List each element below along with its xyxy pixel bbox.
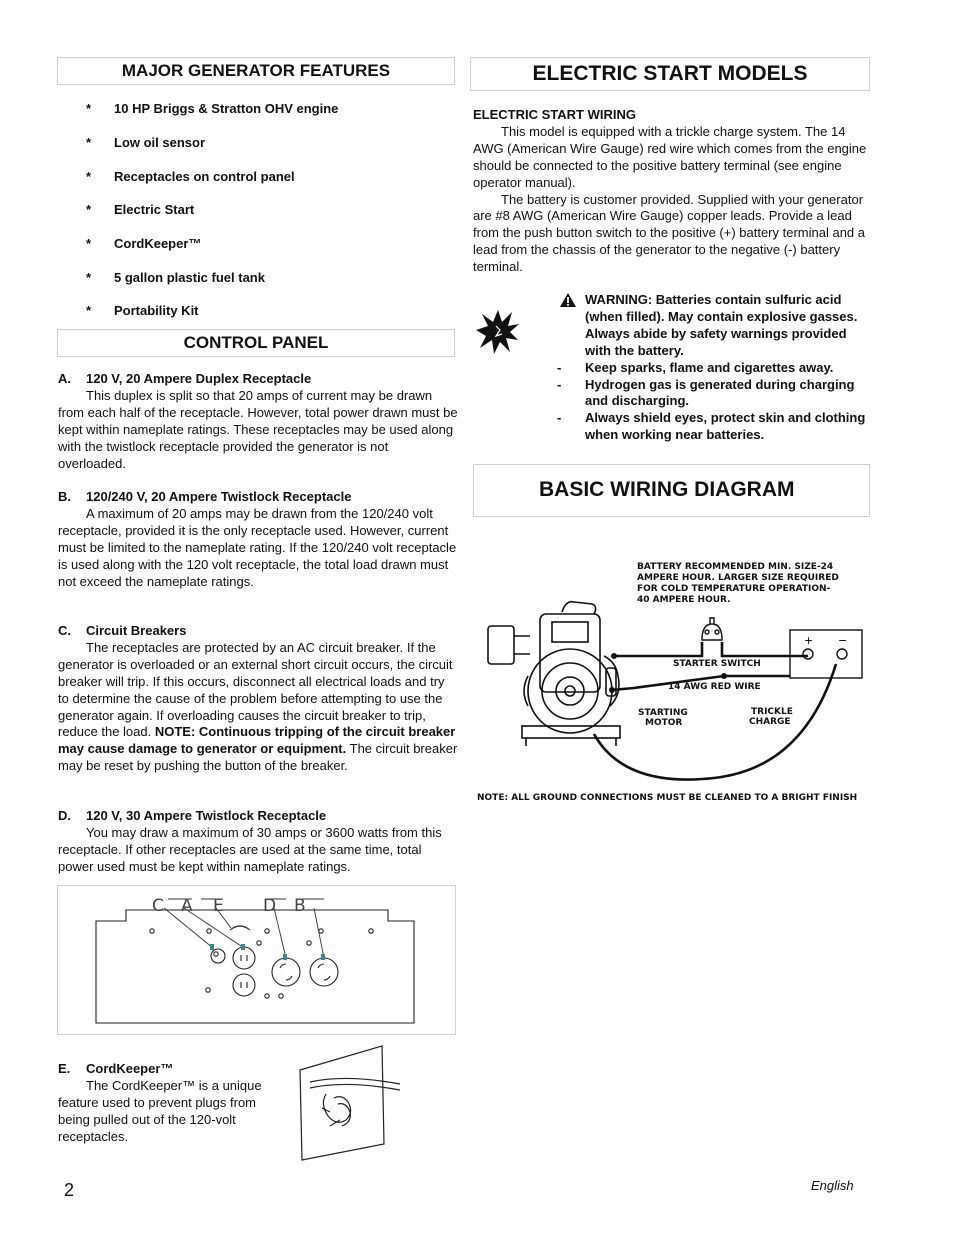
section-e xyxy=(58,1061,280,1146)
battery-warning xyxy=(557,292,867,444)
trickle-charge-label: TRICKLE xyxy=(751,707,793,717)
battery-minus-label: − xyxy=(838,634,848,647)
red-wire-label: 14 AWG RED WIRE xyxy=(668,682,761,692)
starter-switch-label: STARTER SWITCH xyxy=(673,659,761,669)
warning-triangle-icon xyxy=(559,292,577,308)
section-a-body: This duplex is split so that 20 amps of current may be drawn from each half of the receptacle. However, total power drawn must be kept within nameplate ratings. These receptacles may be used along with the twistlock receptacle provided the generator is not overloaded. xyxy=(58,387,458,471)
section-c xyxy=(58,623,458,775)
feature-item: * 5 gallon plastic fuel tank xyxy=(86,270,265,285)
section-b-body: A maximum of 20 amps may be drawn from the 120/240 volt receptacle, provided it is the only receptacle used. However, current must be limited to the nameplate rating. If the 120/240 volt receptacle is used along with the 120 volt receptacle, the total load drawn must not exceed the nameplate ratings. xyxy=(58,505,457,589)
wiring-diagram-heading: BASIC WIRING DIAGRAM xyxy=(473,464,870,517)
feature-item: * Portability Kit xyxy=(86,303,199,318)
electric-start-heading: ELECTRIC START MODELS xyxy=(470,57,870,91)
section-b xyxy=(58,489,458,590)
starting-motor-label: MOTOR xyxy=(645,718,683,728)
battery xyxy=(790,630,862,678)
breaker-note: NOTE: Continuous tripping of the circuit breaker may cause damage to generator or equipment. xyxy=(58,724,456,757)
cordkeeper-drawing xyxy=(296,1044,406,1162)
page-number: 2 xyxy=(64,1180,75,1200)
ground-note: NOTE: ALL GROUND CONNECTIONS MUST BE CLEANED TO A BRIGHT FINISH xyxy=(477,793,858,803)
wiring-diagram xyxy=(474,556,874,806)
panel-label-b: B xyxy=(294,896,306,916)
warning-item: - Always shield eyes, protect skin and clothing when working near batteries. xyxy=(557,410,866,443)
panel-label-a: A xyxy=(181,896,193,916)
feature-item: * Electric Start xyxy=(86,202,195,217)
starter-switch xyxy=(702,618,722,640)
panel-label-d: D xyxy=(263,896,277,916)
section-a xyxy=(58,371,458,472)
starting-motor-label: STARTING xyxy=(638,708,688,718)
section-a-title: A. 120 V, 20 Ampere Duplex Receptacle xyxy=(58,371,312,386)
explosion-icon xyxy=(476,308,520,354)
section-e-title: E. CordKeeper™ xyxy=(58,1061,174,1076)
section-b-title: B. 120/240 V, 20 Ampere Twistlock Receptacle xyxy=(58,489,352,504)
battery-note-line: BATTERY RECOMMENDED MIN. SIZE-24 xyxy=(637,562,834,572)
section-c-body: The receptacles are protected by an AC circuit breaker. If the generator is overloaded or an external short circuit occurs, the circuit breaker will trip. If this occurs, disconnect all electrical loads and try to determine the cause of the problem before attempting to use the generator again. If overloading causes the circuit breaker to trip, reduce the load. NOTE: Continuous tripping of the circuit breaker may cause damage to generator or equipment. The circuit breaker may be reset by pushing the button of the breaker. xyxy=(58,639,458,774)
section-d-title: D. 120 V, 30 Ampere Twistlock Receptacle xyxy=(58,808,327,823)
electric-start-subheading: ELECTRIC START WIRING xyxy=(473,107,636,122)
engine-drawing xyxy=(488,602,620,746)
battery-plus-label: + xyxy=(804,634,814,647)
control-panel-heading: CONTROL PANEL xyxy=(57,329,455,357)
section-c-title: C. Circuit Breakers xyxy=(58,623,187,638)
control-panel-drawing xyxy=(58,886,455,1034)
features-heading: MAJOR GENERATOR FEATURES xyxy=(57,57,455,85)
language-label: English xyxy=(811,1178,854,1193)
electric-start-para-2: The battery is customer provided. Supplied with your generator are #8 AWG (American Wire Gauge) copper leads. Provide a lead from the push button switch to the positive (+) battery terminal and a lead from the chassis of the generator to the negative (-) battery terminal. xyxy=(473,191,866,275)
battery-note-line: 40 AMPERE HOUR. xyxy=(637,595,731,605)
panel-label-e: E xyxy=(213,896,224,916)
feature-item: * Low oil sensor xyxy=(86,135,206,150)
battery-note-line: FOR COLD TEMPERATURE OPERATION- xyxy=(637,584,831,594)
feature-item: * Receptacles on control panel xyxy=(86,169,295,184)
battery-note-line: AMPERE HOUR. LARGER SIZE REQUIRED xyxy=(637,573,839,583)
electric-start-para-1: This model is equipped with a trickle charge system. The 14 AWG (American Wire Gauge) red wire which comes from the engine should be connected to the positive battery terminal (see engine operator manual). xyxy=(473,123,867,190)
panel-label-c: C xyxy=(152,896,164,916)
trickle-charge-label: CHARGE xyxy=(749,717,791,727)
section-e-body: The CordKeeper™ is a unique feature used to prevent plugs from being pulled out of the 120-volt receptacles. xyxy=(58,1077,262,1144)
control-panel-figure xyxy=(57,885,456,1035)
feature-item: * CordKeeper™ xyxy=(86,236,202,251)
section-d xyxy=(58,808,458,876)
warning-item: - Keep sparks, flame and cigarettes away. xyxy=(557,359,834,375)
feature-item: * 10 HP Briggs & Stratton OHV engine xyxy=(86,101,339,116)
warning-item: - Hydrogen gas is generated during charging and discharging. xyxy=(557,376,855,409)
electric-start-wiring xyxy=(473,107,869,276)
section-d-body: You may draw a maximum of 30 amps or 3600 watts from this receptacle. If other receptacles are used at the same time, total power used must be kept within nameplate ratings. xyxy=(58,824,442,874)
warning-line: WARNING: Batteries contain sulfuric acid (when filled). May contain explosive gasses. Always abide by safety warnings provided with the battery. xyxy=(557,292,867,360)
